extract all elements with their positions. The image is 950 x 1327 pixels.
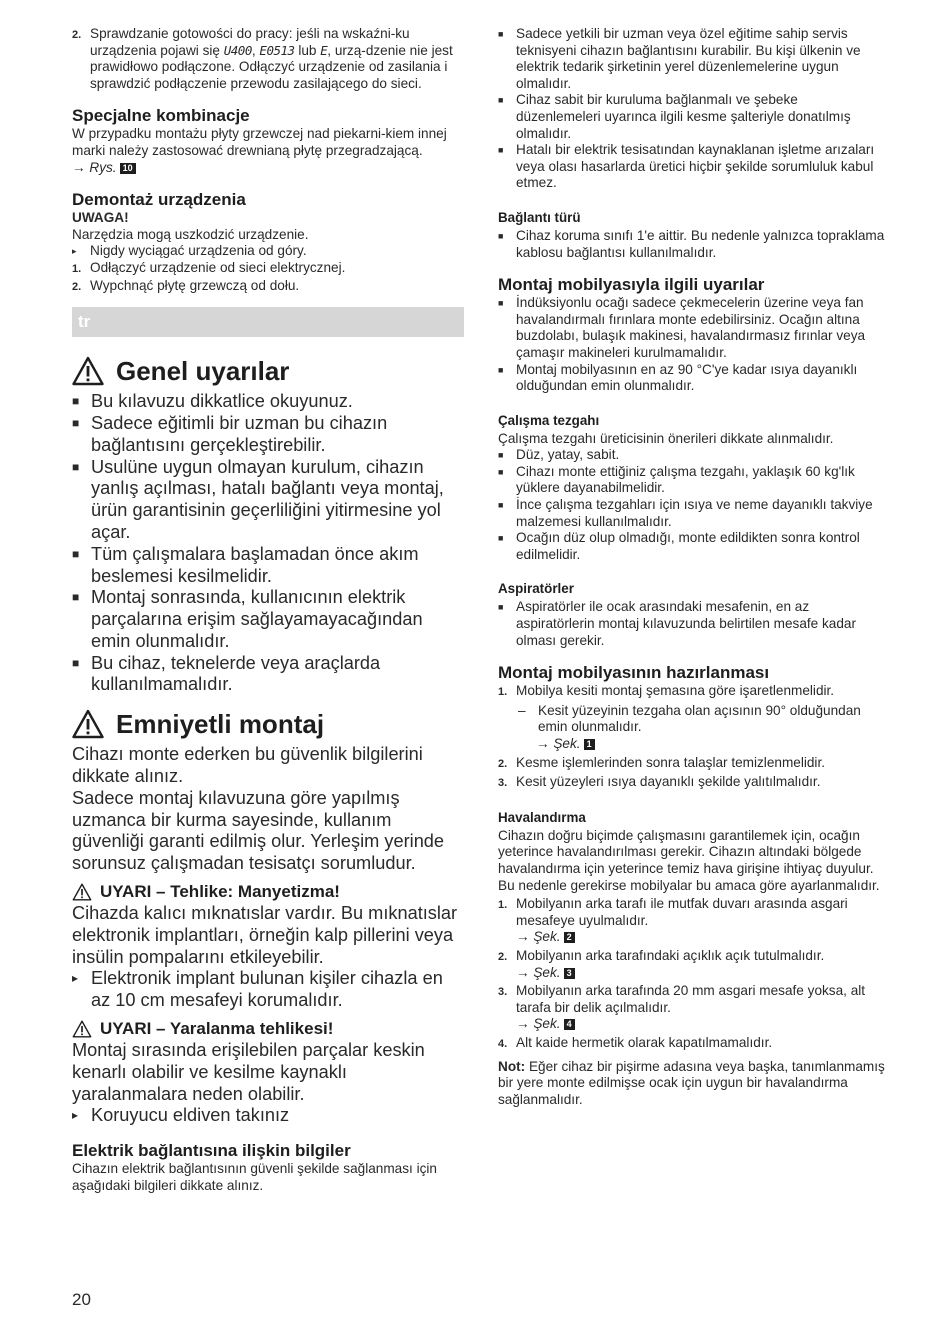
- pl-uwaga-label: UWAGA!: [72, 210, 129, 226]
- list-item-text: Montaj sonrasında, kullanıcının elektrik parçalarına erişim sağlayamayacağından emin olunmalıdır.: [91, 587, 423, 651]
- display-code-e: E: [320, 42, 328, 58]
- bullet-square-icon: ■: [498, 533, 504, 544]
- list-item-text: Cihaz koruma sınıfı 1'e aittir. Bu nedenle yalnızca topraklama kablosu bağlantısı kullanılmalıdır.: [516, 227, 885, 260]
- list-item-text: Sadece yetkili bir uzman veya özel eğitime sahip servis teknisyeni cihazın bağlantısını kurabilir. Bu kişi ülkenin ve elektrik tedarik şirketinin yerel düzenlemelerine uygun olmalıdır.: [516, 26, 861, 91]
- bullet-square-icon: ■: [498, 298, 504, 309]
- list-item-text: Hatalı bir elektrik tesisatından kaynaklanan işletme arızaları veya olası hasarlarda üretici hiçbir şekilde sorumluluk kabul etmez.: [516, 142, 875, 191]
- bullet-square-icon: ■: [498, 450, 504, 461]
- hav-step-1: [498, 896, 886, 946]
- pl-step-text: Wypchnąć płytę grzewczą od dołu.: [90, 277, 300, 293]
- hav-step-3: [498, 983, 886, 1033]
- warning-icon: [72, 356, 104, 386]
- list-item: [72, 457, 464, 544]
- list-item: [498, 447, 886, 464]
- warning-magnetism-action-text: Elektronik implant bulunan kişiler cihazla en az 10 cm mesafeyi korumalıdır.: [91, 968, 443, 1011]
- pl-step-2-number: 2.: [72, 29, 82, 41]
- action-arrow-icon: ▸: [72, 1108, 79, 1123]
- warning-magnetism-heading: UYARI – Tehlike: Manyetizma!: [100, 882, 340, 902]
- warning-injury-heading-row: [72, 1018, 464, 1040]
- list-item: [498, 92, 886, 142]
- step-text: Kesit yüzeyleri ısıya dayanıklı şekilde yalıtılmalıdır.: [516, 774, 821, 790]
- right-column: [498, 26, 886, 1108]
- bullet-square-icon: ■: [498, 95, 504, 106]
- pl-special-heading: Specjalne kombinacje: [72, 106, 250, 126]
- list-item: [498, 26, 886, 92]
- ref-text: → Şek.: [516, 929, 561, 945]
- hazirlanma-heading: Montaj mobilyasının hazırlanması: [498, 663, 770, 683]
- language-code: tr: [78, 312, 91, 332]
- step-body: [516, 896, 886, 946]
- step-number: 1.: [498, 899, 508, 912]
- list-item: [72, 587, 464, 652]
- pl-step-2-text-b: , urzą-dzenie nie jest prawidłowo podłączone. Odłączyć urządzenie od zasilania i sprawdzić podłączenie przewodu zasilającego do sieci.: [90, 42, 453, 91]
- hav-step-4: [498, 1035, 886, 1053]
- list-item-text: Montaj mobilyasının en az 90 °C'ye kadar ısıya dayanıklı olduğundan emin olunmalıdır.: [516, 361, 858, 394]
- list-item-text: Aspiratörler ile ocak arasındaki mesafenin, en az aspiratörlerin montaj kılavuzunda belirtilen mesafe kadar olması gerekir.: [516, 599, 857, 648]
- note-label: Not:: [498, 1058, 526, 1074]
- bullet-square-icon: ■: [498, 145, 504, 156]
- list-item-text: İndüksiyonlu ocağı sadece çekmecelerin üzerine veya fan havalandırmalı fırınlara monte edebilirsiniz. Ocağın altına buzdolabı, bulaşık makinesi, havalandırmasız fırınlar veya çamaşır makineleri kurulmamalıdır.: [516, 295, 866, 360]
- step-ref: [516, 965, 824, 982]
- warning-icon: [72, 709, 104, 739]
- ref-text: → Şek.: [536, 736, 581, 751]
- pl-demontaz-heading: Demontaż urządzenia: [72, 190, 246, 210]
- baglanti-heading: Bağlantı türü: [498, 209, 581, 225]
- step-text: Mobilyanın arka tarafındaki açıklık açık tutulmalıdır.: [516, 947, 825, 963]
- step-body: [516, 948, 824, 981]
- bullet-square-icon: ■: [72, 459, 80, 474]
- hazir-step-2: [498, 755, 886, 773]
- list-item-text: Tüm çalışmalara başlamadan önce akım beslemesi kesilmelidir.: [91, 543, 419, 586]
- warning-injury-heading: UYARI – Yaralanma tehlikesi!: [100, 1019, 334, 1039]
- tezgah-text: Çalışma tezgahı üreticisinin önerileri dikkate alınmalıdır.: [498, 430, 834, 446]
- step-number: 2.: [498, 950, 508, 963]
- warning-injury-action-text: Koruyucu eldiven takınız: [91, 1105, 290, 1126]
- bullet-square-icon: ■: [72, 655, 80, 670]
- step-text: Mobilya kesiti montaj şemasına göre işaretlenmelidir.: [516, 683, 835, 699]
- hav-step-2: [498, 948, 886, 981]
- bullet-square-icon: ■: [72, 590, 80, 605]
- list-item-text: İnce çalışma tezgahları için ısıya ve neme dayanıklı takviye malzemesi kullanılmalıdır.: [516, 497, 873, 529]
- step-number: 4.: [498, 1037, 508, 1050]
- pl-uwaga-action: [72, 243, 464, 260]
- bullet-square-icon: ■: [498, 230, 504, 241]
- warning-magnetism-action: [72, 968, 464, 1012]
- bullet-square-icon: ■: [72, 394, 80, 409]
- action-arrow-icon: ▸: [72, 246, 77, 257]
- list-item-text: Bu cihaz, teknelerde veya araçlarda kullanılmamalıdır.: [91, 652, 381, 695]
- bullet-square-icon: ■: [498, 466, 504, 477]
- figure-ref-badge: 2: [564, 932, 575, 943]
- emniyet-heading-row: [72, 708, 464, 740]
- figure-ref-badge: 1: [584, 739, 595, 750]
- list-item-text: Sadece eğitimli bir uzman bu cihazın bağlantısını gerçekleştirebilir.: [91, 412, 388, 455]
- bullet-square-icon: ■: [72, 546, 80, 561]
- bullet-square-icon: ■: [498, 364, 504, 375]
- hazir-step-3: [498, 774, 886, 792]
- havalandirma-text: Cihazın doğru biçimde çalışmasını garantilemek için, ocağın yeterince havalandırılması gerekir. Cihazın altındaki bölgede havalandırma için yeterince temiz hava girişine ihtiyaç duyulur. Bu nedenle gerekirse mobilyalar bu amaca göre ayarlanmalıdır.: [498, 827, 880, 893]
- step-ref: [516, 929, 886, 946]
- pl-special-ref-text: → Rys.: [72, 159, 117, 175]
- note-paragraph: [498, 1059, 886, 1109]
- bullet-square-icon: ■: [498, 500, 504, 511]
- emniyet-paragraph-1: Cihazı monte ederken bu güvenlik bilgilerini dikkate alınız.: [72, 744, 423, 787]
- hazir-step-1-ref: [498, 736, 886, 753]
- pl-uwaga-action-text: Nigdy wyciągać urządzenia od góry.: [90, 243, 307, 259]
- list-item-text: Ocağın düz olup olmadığı, monte edildikten sonra kontrol edilmelidir.: [516, 530, 860, 562]
- ref-text: → Şek.: [516, 964, 561, 980]
- list-item: [498, 599, 886, 649]
- list-item-text: Usulüne uygun olmayan kurulum, cihazın yanlış açılması, hatalı bağlantı veya montaj, ürün garantisinin geçerliliğini yitirmesine yol açar.: [91, 456, 444, 542]
- pl-step-2-text: [90, 26, 464, 92]
- step-ref: [516, 1016, 886, 1033]
- page-number: 20: [72, 1290, 91, 1309]
- action-arrow-icon: ▸: [72, 971, 79, 986]
- list-item-text: Düz, yatay, sabit.: [516, 447, 620, 463]
- list-item: [72, 653, 464, 697]
- tezgah-heading: Çalışma tezgahı: [498, 412, 600, 428]
- hazir-step-1: [498, 683, 886, 701]
- list-item: [498, 295, 886, 361]
- elektrik-heading: Elektrik bağlantısına ilişkin bilgiler: [72, 1141, 351, 1161]
- note-text: Eğer cihaz bir pişirme adasına veya başka, tanımlanmamış bir yere monte edilmişse ocak için uygun bir havalandırma sağlanmalıdır.: [498, 1058, 885, 1107]
- pl-step-number: 2.: [72, 280, 82, 293]
- elektrik-text: Cihazın elektrik bağlantısının güvenli şekilde sağlanması için aşağıdaki bilgileri dikkate alınız.: [72, 1161, 437, 1193]
- warning-injury-text: Montaj sırasında erişilebilen parçalar keskin kenarlı olabilir ve kesilme kaynaklı yaralanmalara neden olabilir.: [72, 1040, 425, 1104]
- step-number: 1.: [498, 686, 508, 699]
- pl-step: [72, 278, 464, 296]
- mobilya-heading: Montaj mobilyasıyla ilgili uyarılar: [498, 275, 765, 295]
- pl-sep2: lub: [294, 42, 321, 58]
- ref-text: → Şek.: [516, 1016, 561, 1032]
- warning-icon: [72, 1020, 92, 1038]
- warning-magnetism-heading-row: [72, 881, 464, 903]
- list-item-text: Bu kılavuzu dikkatlice okuyunuz.: [91, 391, 353, 412]
- pl-step-2: [72, 26, 464, 92]
- list-item-text: Cihazı monte ettiğiniz çalışma tezgahı, yaklaşık 60 kg'lık yüklere dayanabilmelidir.: [516, 463, 855, 496]
- display-code-e0513: E0513: [259, 42, 295, 58]
- pl-step-text: Odłączyć urządzenie od sieci elektrycznej.: [90, 259, 346, 275]
- dash-marker-icon: –: [518, 702, 526, 718]
- pl-sep1: ,: [251, 42, 260, 58]
- list-item: [498, 228, 886, 261]
- pl-special-text: W przypadku montażu płyty grzewczej nad piekarni-kiem innej marki należy zastosować drewnianą płytę przegradzającą.: [72, 126, 447, 158]
- sub-step-text: Kesit yüzeyinin tezgaha olan açısının 90° olduğundan emin olunmalıdır.: [538, 702, 861, 735]
- warning-icon: [72, 883, 92, 901]
- left-column: [72, 26, 464, 1194]
- step-number: 2.: [498, 757, 508, 770]
- display-code-u400: U400: [223, 42, 252, 58]
- step-body: [516, 983, 886, 1033]
- pl-step-2-text-a: Sprawdzanie gotowości do pracy: jeśli na wskaźni-ku urządzenia pojawi się: [90, 26, 410, 58]
- bullet-square-icon: ■: [498, 29, 504, 39]
- bullet-square-icon: ■: [498, 602, 504, 613]
- warning-magnetism-text: Cihazda kalıcı mıknatıslar vardır. Bu mıknatıslar elektronik implantları, örneğin kalp pillerini veya insülin pompalarını etkileyebilir.: [72, 903, 458, 967]
- pl-step-number: 1.: [72, 262, 82, 275]
- genel-heading: Genel uyarılar: [116, 356, 290, 387]
- list-item: [498, 142, 886, 192]
- genel-heading-row: [72, 355, 464, 387]
- figure-ref-badge: 3: [564, 968, 575, 979]
- warning-injury-action: [72, 1105, 464, 1127]
- emniyet-paragraph-2: Sadece montaj kılavuzuna göre yapılmış uzmanca bir kurma sayesinde, kullanım güvenliği garanti edilmiş olur. Yerleşim yerinde sorunsuz çalışmadan tesisatçı sorumludur.: [72, 787, 445, 874]
- step-text: Mobilyanın arka tarafında 20 mm asgari mesafe yoksa, alt tarafa bir delik açılmalıdır.: [516, 983, 866, 1015]
- step-number: 3.: [498, 777, 508, 790]
- list-item: [498, 497, 886, 530]
- list-item: [498, 464, 886, 497]
- hazir-step-1-sub: [498, 703, 886, 736]
- list-item: [498, 362, 886, 395]
- step-text: Kesme işlemlerinden sonra talaşlar temizlenmelidir.: [516, 754, 826, 770]
- pl-step: [72, 260, 464, 278]
- pl-uwaga-text: Narzędzia mogą uszkodzić urządzenie.: [72, 226, 309, 242]
- havalandirma-heading: Havalandırma: [498, 809, 586, 825]
- figure-ref-badge: 4: [564, 1019, 575, 1030]
- list-item-text: Cihaz sabit bir kuruluma bağlanmalı ve şebeke düzenlemeleri uyarınca ilgili kesme şalteriyle donatılmış olmalıdır.: [516, 92, 851, 141]
- list-item: [72, 391, 464, 413]
- list-item: [72, 544, 464, 588]
- language-bar: [72, 307, 464, 337]
- figure-ref-badge: 10: [120, 163, 136, 174]
- list-item: [498, 530, 886, 563]
- step-text: Mobilyanın arka tarafı ile mutfak duvarı arasında asgari mesafeye uyulmalıdır.: [516, 896, 848, 928]
- emniyet-heading: Emniyetli montaj: [116, 709, 325, 740]
- bullet-square-icon: ■: [72, 415, 80, 430]
- step-number: 3.: [498, 986, 508, 999]
- list-item: [72, 413, 464, 457]
- pl-special-reference: [72, 160, 464, 177]
- aspirator-heading: Aspiratörler: [498, 581, 574, 597]
- step-text: Alt kaide hermetik olarak kapatılmamalıdır.: [516, 1034, 773, 1050]
